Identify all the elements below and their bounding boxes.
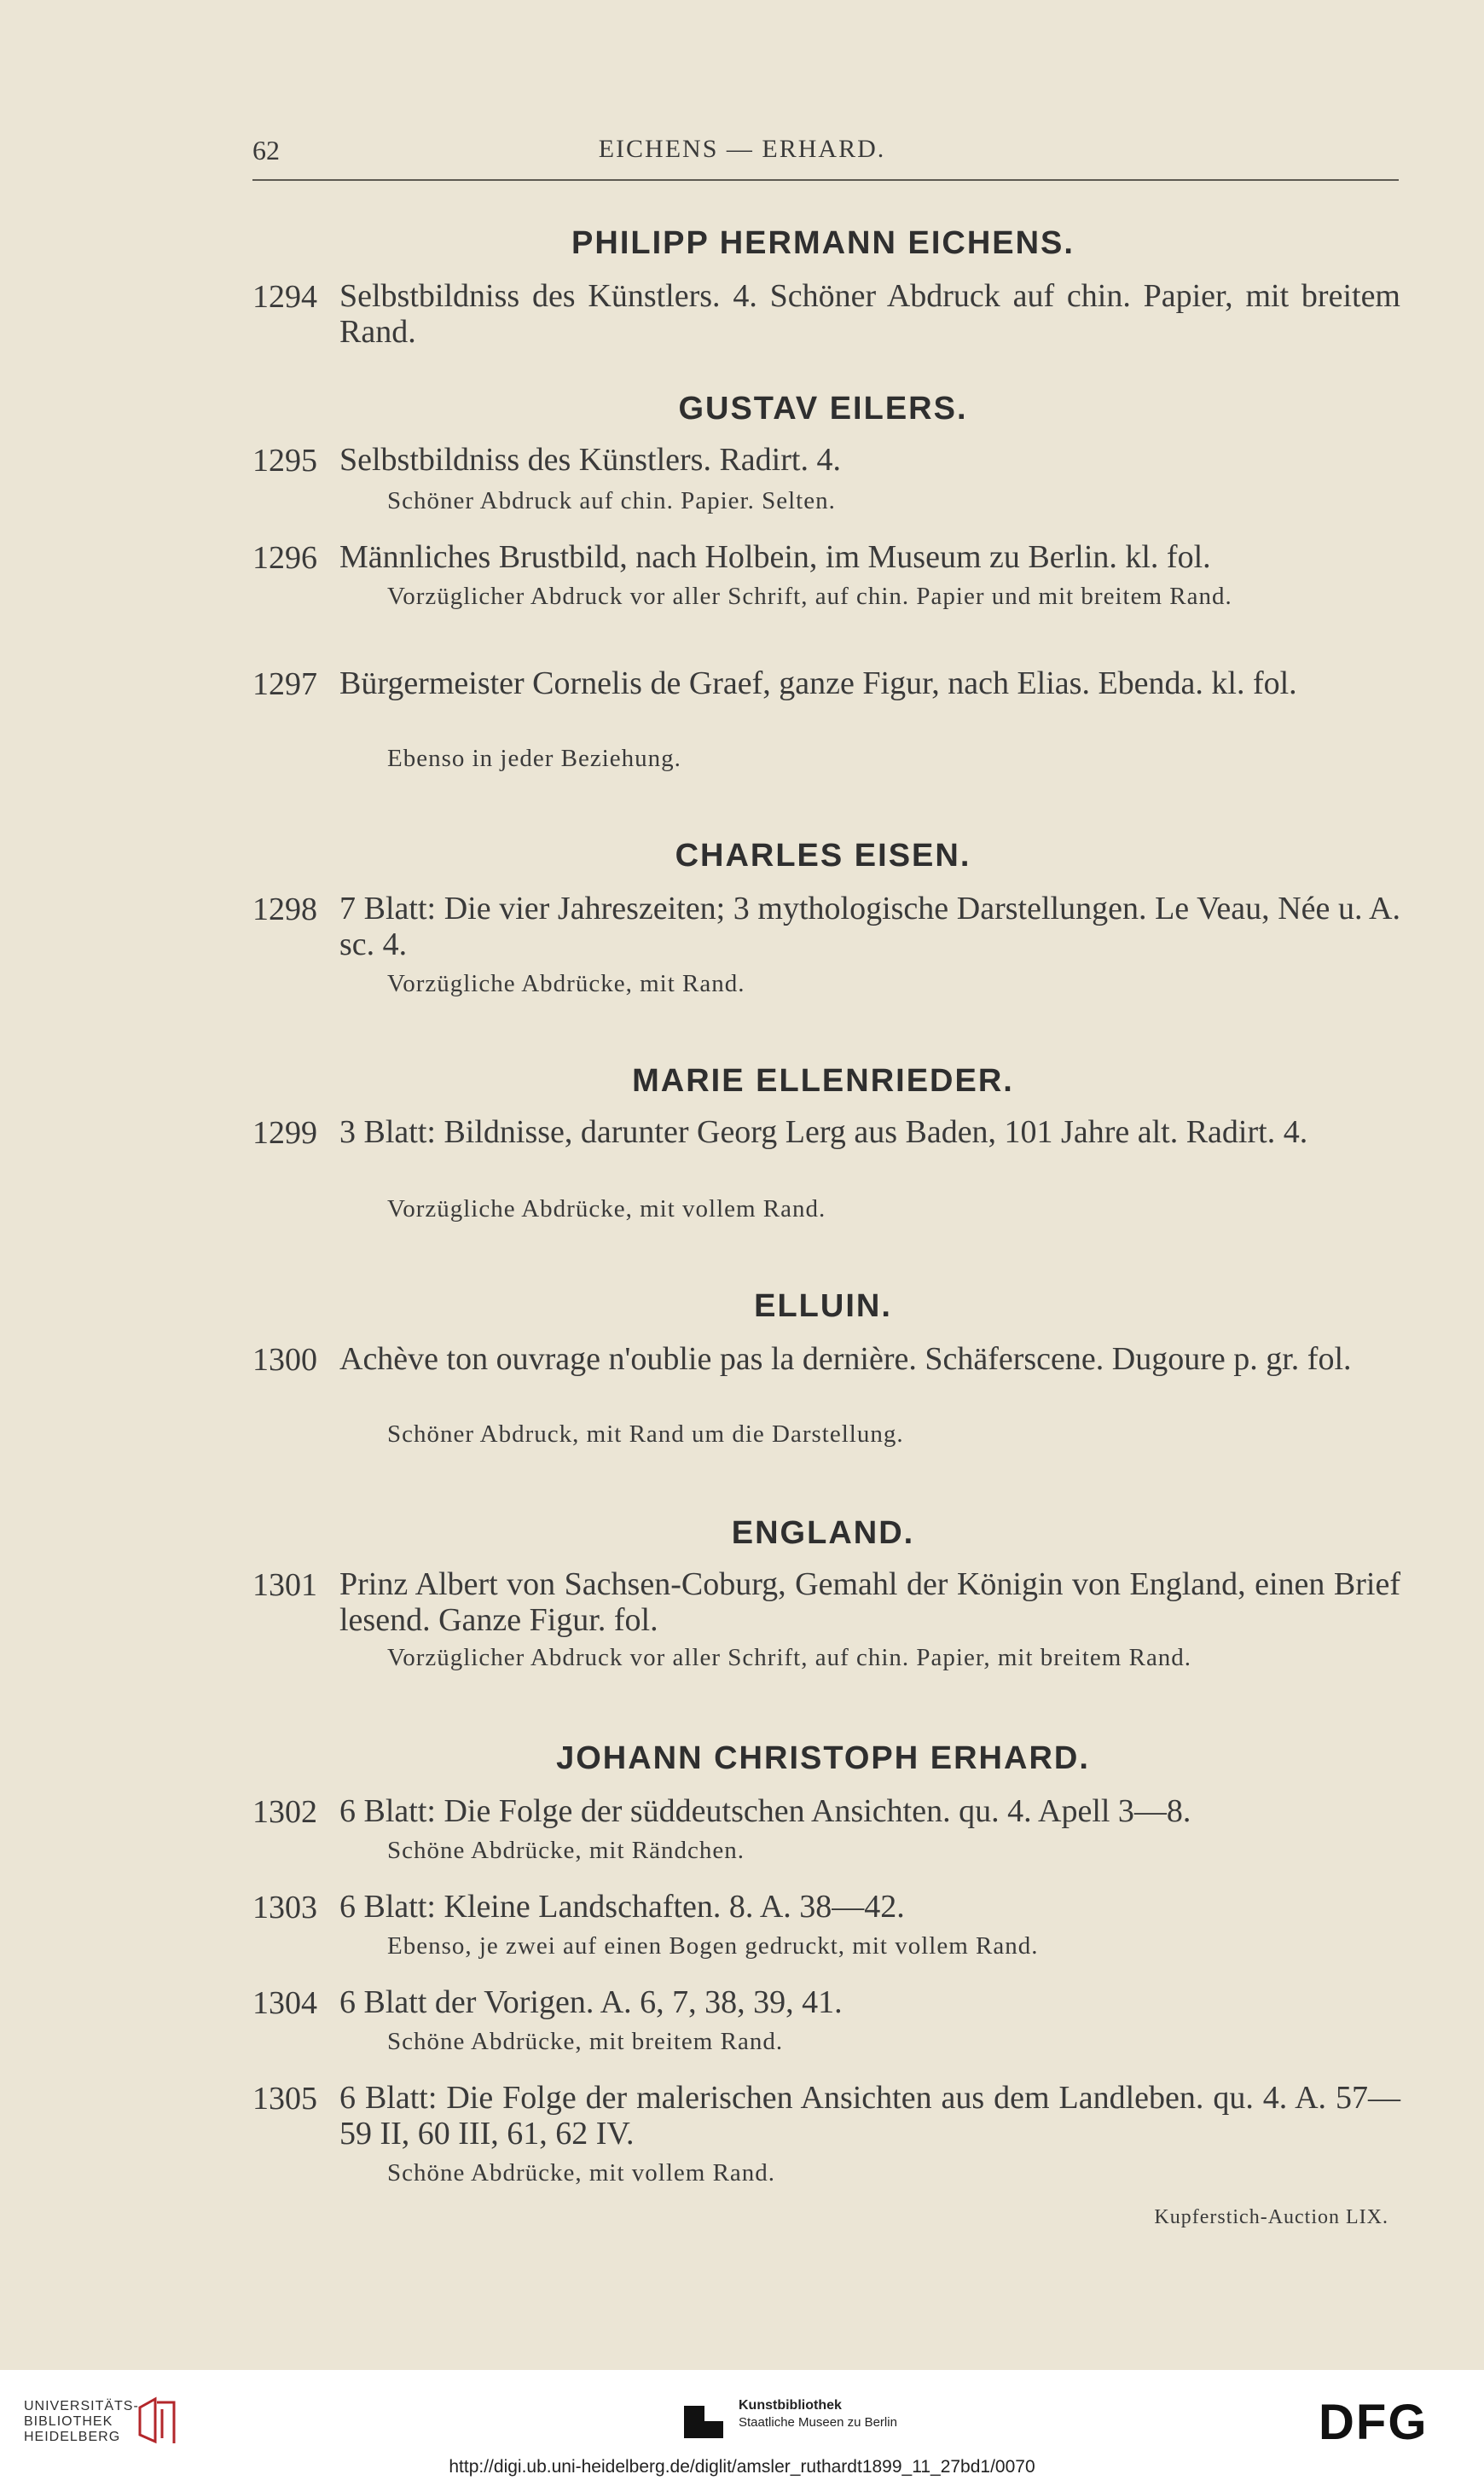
lot-note: Vorzüglicher Abdruck vor aller Schrift, auf chin. Papier und mit breitem Rand. <box>387 583 1232 610</box>
section-title: ENGLAND. <box>731 1515 915 1551</box>
lot-number: 1297 <box>252 666 317 702</box>
kunstbibliothek-logo-icon <box>681 2396 727 2446</box>
lot-description: 7 Blatt: Die vier Jahreszeiten; 3 mythologische Darstellungen. Le Veau, Née u. A. sc. 4. <box>339 891 1400 962</box>
lot-note: Vorzügliche Abdrücke, mit Rand. <box>387 970 745 997</box>
lot-number: 1304 <box>252 1985 317 2021</box>
header-rule <box>252 179 1399 181</box>
lot-number: 1295 <box>252 443 317 479</box>
lot-note: Schöne Abdrücke, mit vollem Rand. <box>387 2159 776 2187</box>
lot-description: Männliches Brustbild, nach Holbein, im Museum zu Berlin. kl. fol. <box>339 539 1211 575</box>
kb-subtitle: Staatliche Museen zu Berlin <box>739 2415 897 2430</box>
kb-title: Kunstbibliothek <box>739 2398 842 2413</box>
lot-description: 6 Blatt: Kleine Landschaften. 8. A. 38—42. <box>339 1889 905 1925</box>
lot-description: Bürgermeister Cornelis de Graef, ganze Figur, nach Elias. Ebenda. kl. fol. <box>339 665 1297 701</box>
library-logo-icon <box>136 2396 179 2451</box>
permalink-url[interactable]: http://digi.ub.uni-heidelberg.de/diglit/amsler_ruthardt1899_11_27bd1/0070 <box>449 2457 1035 2477</box>
bottom-bar <box>0 2370 1484 2480</box>
lot-description: Selbstbildniss des Künstlers. 4. Schöner Abdruck auf chin. Papier, mit breitem Rand. <box>339 278 1400 350</box>
lot-note: Schöner Abdruck auf chin. Papier. Selten. <box>387 487 836 514</box>
dfg-logo[interactable]: DFG <box>1319 2395 1429 2450</box>
lot-description: 3 Blatt: Bildnisse, darunter Georg Lerg aus Baden, 101 Jahre alt. Radirt. 4. <box>339 1114 1308 1150</box>
lot-note: Schöne Abdrücke, mit breitem Rand. <box>387 2028 784 2055</box>
lot-description: Prinz Albert von Sachsen-Coburg, Gemahl der Königin von England, einen Brief lesend. Ganze Figur. fol. <box>339 1566 1400 1638</box>
university-library-logo[interactable] <box>24 2399 139 2445</box>
lot-number: 1302 <box>252 1794 317 1830</box>
lot-note: Schöner Abdruck, mit Rand um die Darstellung. <box>387 1420 904 1448</box>
lot-description: Selbstbildniss des Künstlers. Radirt. 4. <box>339 442 841 478</box>
lot-number: 1294 <box>252 279 317 315</box>
kunstbibliothek-logo[interactable] <box>739 2397 897 2431</box>
university-line-3: HEIDELBERG <box>24 2430 121 2444</box>
footer-note: Kupferstich-Auction LIX. <box>1154 2206 1388 2228</box>
lot-number: 1301 <box>252 1567 317 1603</box>
section-title: GUSTAV EILERS. <box>678 391 968 427</box>
lot-number: 1300 <box>252 1342 317 1378</box>
section-title: CHARLES EISEN. <box>675 838 971 874</box>
section-title: ELLUIN. <box>754 1288 892 1324</box>
lot-number: 1299 <box>252 1115 317 1151</box>
section-title: PHILIPP HERMANN EICHENS. <box>571 225 1075 261</box>
lot-number: 1303 <box>252 1890 317 1925</box>
section-title: JOHANN CHRISTOPH ERHARD. <box>556 1740 1090 1776</box>
lot-note: Ebenso in jeder Beziehung. <box>387 745 681 772</box>
university-line-2: BIBLIOTHEK <box>24 2414 113 2429</box>
page-number: 62 <box>252 135 280 166</box>
lot-number: 1298 <box>252 892 317 927</box>
lot-note: Ebenso, je zwei auf einen Bogen gedruckt, mit vollem Rand. <box>387 1932 1039 1960</box>
university-line-1: UNIVERSITÄTS- <box>24 2399 139 2413</box>
lot-note: Schöne Abdrücke, mit Rändchen. <box>387 1837 745 1864</box>
lot-description: 6 Blatt der Vorigen. A. 6, 7, 38, 39, 41. <box>339 1984 843 2020</box>
lot-number: 1296 <box>252 540 317 576</box>
section-title: MARIE ELLENRIEDER. <box>632 1063 1014 1099</box>
lot-description: Achève ton ouvrage n'oublie pas la dernière. Schäferscene. Dugoure p. gr. fol. <box>339 1341 1352 1377</box>
lot-description: 6 Blatt: Die Folge der malerischen Ansichten aus dem Landleben. qu. 4. A. 57—59 II, 60 III, 61, 62 IV. <box>339 2080 1400 2152</box>
running-title: EICHENS — ERHARD. <box>598 135 886 163</box>
lot-number: 1305 <box>252 2081 317 2117</box>
lot-description: 6 Blatt: Die Folge der süddeutschen Ansichten. qu. 4. Apell 3—8. <box>339 1793 1191 1829</box>
lot-note: Vorzügliche Abdrücke, mit vollem Rand. <box>387 1195 826 1223</box>
lot-note: Vorzüglicher Abdruck vor aller Schrift, auf chin. Papier, mit breitem Rand. <box>387 1644 1192 1671</box>
